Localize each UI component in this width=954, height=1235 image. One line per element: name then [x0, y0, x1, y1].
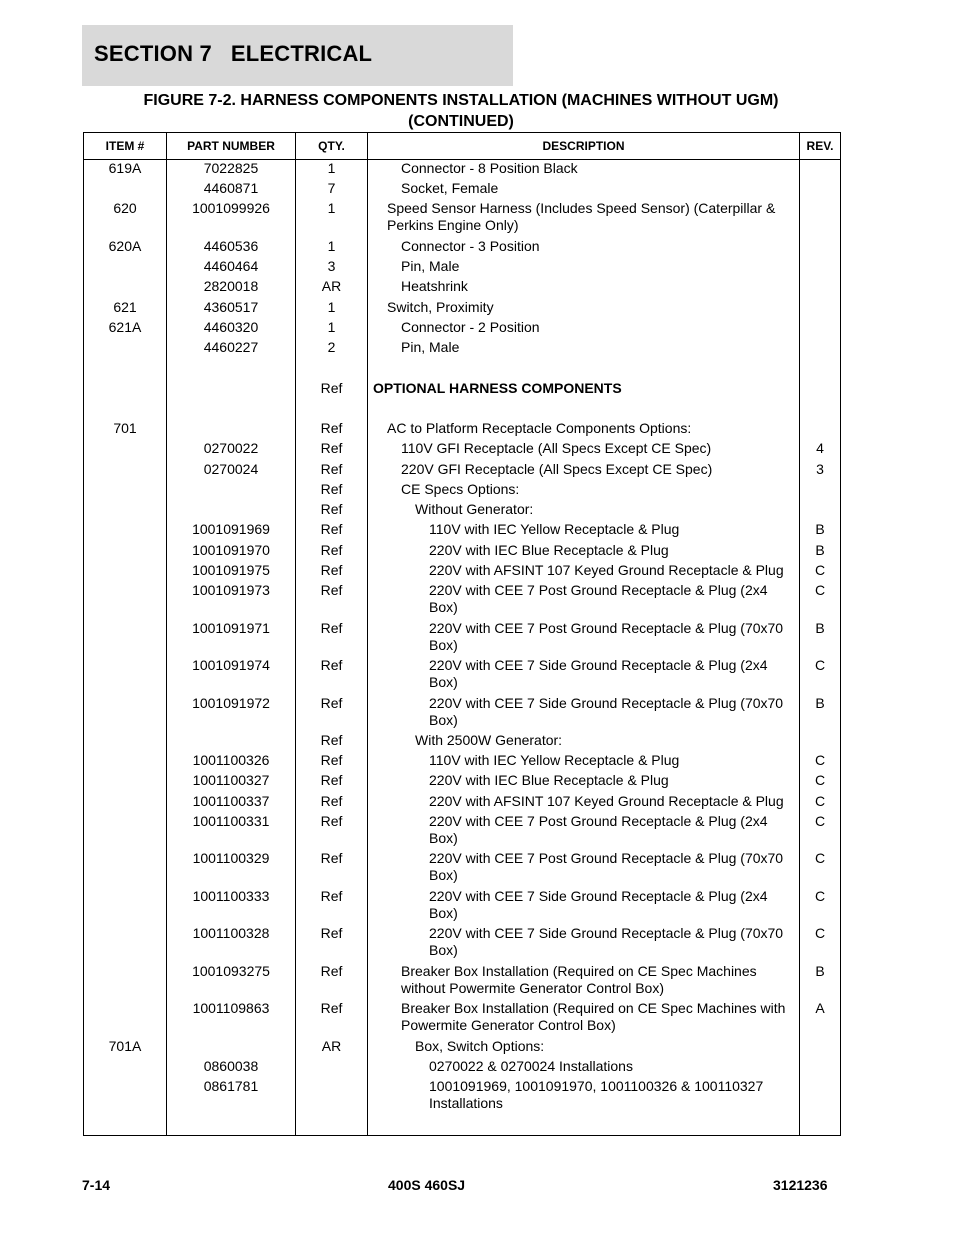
item-number-cell: 620 — [113, 200, 137, 216]
description-cell: Speed Sensor Harness (Includes Speed Sensor) (Caterpillar & Perkins Engine Only) — [387, 200, 776, 233]
quantity-cell: Ref — [320, 888, 343, 904]
description-cell: 220V with AFSINT 107 Keyed Ground Receptacle & Plug — [429, 793, 784, 809]
description-cell: Socket, Female — [401, 180, 499, 196]
revision-cell: B — [815, 521, 825, 537]
revision-cell: 4 — [816, 440, 824, 456]
part-number-cell: 1001091974 — [192, 657, 270, 673]
description-cell: Switch, Proximity — [387, 299, 494, 315]
part-number-cell: 1001091973 — [192, 582, 270, 598]
quantity-cell: Ref — [320, 440, 343, 456]
description-cell: 110V with IEC Yellow Receptacle & Plug — [429, 521, 680, 537]
item-number-cell: 621A — [108, 319, 142, 335]
description-cell: CE Specs Options: — [401, 481, 520, 497]
part-number-cell: 4460227 — [203, 339, 259, 355]
quantity-cell: Ref — [320, 542, 343, 558]
figure-title-line2: (CONTINUED) — [408, 113, 514, 130]
part-number-cell: 1001091969 — [192, 521, 270, 537]
description-cell: Connector - 2 Position — [401, 319, 540, 335]
description-cell: Connector - 8 Position Black — [401, 160, 578, 176]
description-cell: 110V GFI Receptacle (All Specs Except CE Spec) — [401, 440, 712, 456]
description-cell: 220V with CEE 7 Post Ground Receptacle & Plug (2x4 Box) — [429, 813, 768, 846]
quantity-cell: Ref — [320, 620, 343, 636]
quantity-cell: Ref — [320, 481, 343, 497]
part-number-cell: 4460871 — [203, 180, 259, 196]
description-cell: 220V with CEE 7 Side Ground Receptacle & Plug (2x4 Box) — [429, 888, 768, 921]
description-cell: 220V with CEE 7 Side Ground Receptacle & Plug (70x70 Box) — [429, 695, 784, 728]
quantity-cell: AR — [321, 278, 342, 294]
quantity-cell: Ref — [320, 501, 343, 517]
quantity-cell: Ref — [320, 732, 343, 748]
revision-cell: C — [814, 813, 826, 829]
col-header-rev: REV. — [806, 139, 834, 153]
quantity-cell: AR — [321, 1038, 342, 1054]
part-number-cell: 0270022 — [203, 440, 259, 456]
part-number-cell: 1001091975 — [192, 562, 270, 578]
col-header-description: DESCRIPTION — [542, 139, 625, 153]
figure-title-line1: FIGURE 7-2. HARNESS COMPONENTS INSTALLATION (MACHINES WITHOUT UGM) — [143, 92, 779, 109]
description-cell: Without Generator: — [415, 501, 534, 517]
part-number-cell: 1001100327 — [192, 772, 270, 788]
item-number-cell: 701 — [113, 420, 137, 436]
quantity-cell: Ref — [320, 657, 343, 673]
figure-title — [82, 90, 840, 132]
parts-table — [83, 132, 841, 1136]
col-header-part-number: PART NUMBER — [187, 139, 275, 153]
part-number-cell: 4460320 — [203, 319, 259, 335]
part-number-cell: 0860038 — [203, 1058, 259, 1074]
part-number-cell: 1001091970 — [192, 542, 270, 558]
col-header-qty: QTY. — [318, 139, 345, 153]
section-title: SECTION 7 ELECTRICAL — [94, 41, 373, 66]
quantity-cell: Ref — [320, 420, 343, 436]
revision-cell: B — [815, 963, 825, 979]
revision-cell: C — [814, 925, 826, 941]
revision-cell: C — [814, 657, 826, 673]
description-cell: Connector - 3 Position — [401, 238, 540, 254]
part-number-cell: 1001100331 — [192, 813, 270, 829]
quantity-cell: Ref — [320, 380, 343, 396]
quantity-cell: 1 — [327, 299, 336, 315]
column-divider — [367, 133, 368, 1135]
part-number-cell: 1001100329 — [192, 850, 270, 866]
quantity-cell: 2 — [327, 339, 336, 355]
description-cell: Breaker Box Installation (Required on CE Spec Machines with Powermite Generator Control Box) — [401, 1000, 786, 1033]
quantity-cell: Ref — [320, 813, 343, 829]
description-cell: With 2500W Generator: — [415, 732, 563, 748]
part-number-cell: 1001100326 — [192, 752, 270, 768]
quantity-cell: Ref — [320, 1000, 343, 1016]
revision-cell: C — [814, 752, 826, 768]
revision-cell: C — [814, 582, 826, 598]
part-number-cell: 1001099926 — [192, 200, 270, 216]
item-number-cell: 619A — [108, 160, 142, 176]
revision-cell: A — [815, 1000, 825, 1016]
part-number-cell: 1001100333 — [192, 888, 270, 904]
part-number-cell: 2820018 — [203, 278, 259, 294]
quantity-cell: 1 — [327, 238, 336, 254]
quantity-cell: Ref — [320, 793, 343, 809]
description-cell: Pin, Male — [401, 258, 460, 274]
description-cell: 220V with CEE 7 Post Ground Receptacle & Plug (70x70 Box) — [429, 620, 784, 653]
quantity-cell: Ref — [320, 461, 343, 477]
part-number-cell: 1001091971 — [192, 620, 270, 636]
description-cell: AC to Platform Receptacle Components Options: — [387, 420, 692, 436]
description-cell: Heatshrink — [401, 278, 468, 294]
revision-cell: C — [814, 888, 826, 904]
revision-cell: 3 — [816, 461, 824, 477]
revision-cell: B — [815, 542, 825, 558]
quantity-cell: 7 — [327, 180, 336, 196]
revision-cell: B — [815, 620, 825, 636]
quantity-cell: Ref — [320, 752, 343, 768]
item-number-cell: 620A — [108, 238, 142, 254]
section-banner — [82, 25, 513, 86]
quantity-cell: Ref — [320, 521, 343, 537]
quantity-cell: 1 — [327, 160, 336, 176]
revision-cell: C — [814, 793, 826, 809]
quantity-cell: Ref — [320, 850, 343, 866]
revision-cell: B — [815, 695, 825, 711]
part-number-cell: 4460536 — [203, 238, 259, 254]
description-cell: 110V with IEC Yellow Receptacle & Plug — [429, 752, 680, 768]
model-label: 400S 460SJ — [388, 1177, 466, 1193]
page-number: 7-14 — [82, 1177, 111, 1193]
description-cell: 220V with AFSINT 107 Keyed Ground Receptacle & Plug — [429, 562, 784, 578]
part-number-cell: 1001100337 — [192, 793, 270, 809]
quantity-cell: Ref — [320, 963, 343, 979]
item-number-cell: 701A — [108, 1038, 142, 1054]
description-cell: OPTIONAL HARNESS COMPONENTS — [373, 380, 622, 396]
description-cell: Box, Switch Options: — [415, 1038, 545, 1054]
item-number-cell: 621 — [113, 299, 137, 315]
part-number-cell: 4360517 — [203, 299, 259, 315]
revision-cell: C — [814, 562, 826, 578]
part-number-cell: 0270024 — [203, 461, 259, 477]
description-cell: 220V with IEC Blue Receptacle & Plug — [429, 542, 669, 558]
document-number: 3121236 — [773, 1177, 828, 1193]
description-cell: 220V with IEC Blue Receptacle & Plug — [429, 772, 669, 788]
quantity-cell: Ref — [320, 582, 343, 598]
revision-cell: C — [814, 850, 826, 866]
quantity-cell: Ref — [320, 925, 343, 941]
description-cell: 220V with CEE 7 Side Ground Receptacle & Plug (2x4 Box) — [429, 657, 768, 690]
description-cell: 220V GFI Receptacle (All Specs Except CE Spec) — [401, 461, 713, 477]
quantity-cell: 3 — [327, 258, 336, 274]
part-number-cell: 1001091972 — [192, 695, 270, 711]
revision-cell: C — [814, 772, 826, 788]
col-header-item: ITEM # — [105, 139, 145, 153]
quantity-cell: Ref — [320, 695, 343, 711]
part-number-cell: 0861781 — [203, 1078, 259, 1094]
part-number-cell: 1001109863 — [192, 1000, 270, 1016]
description-cell: 1001091969, 1001091970, 1001100326 & 100110327 Installations — [429, 1078, 764, 1111]
part-number-cell: 4460464 — [203, 258, 259, 274]
description-cell: Pin, Male — [401, 339, 460, 355]
description-cell: 220V with CEE 7 Side Ground Receptacle & Plug (70x70 Box) — [429, 925, 784, 958]
quantity-cell: 1 — [327, 200, 336, 216]
description-cell: 220V with CEE 7 Post Ground Receptacle & Plug (70x70 Box) — [429, 850, 784, 883]
quantity-cell: Ref — [320, 772, 343, 788]
part-number-cell: 1001093275 — [192, 963, 270, 979]
description-cell: Breaker Box Installation (Required on CE Spec Machines without Powermite Generator Control Box) — [401, 963, 757, 996]
description-cell: 0270022 & 0270024 Installations — [429, 1058, 633, 1074]
description-cell: 220V with CEE 7 Post Ground Receptacle & Plug (2x4 Box) — [429, 582, 768, 615]
part-number-cell: 1001100328 — [192, 925, 270, 941]
part-number-cell: 7022825 — [203, 160, 259, 176]
quantity-cell: Ref — [320, 562, 343, 578]
quantity-cell: 1 — [327, 319, 336, 335]
